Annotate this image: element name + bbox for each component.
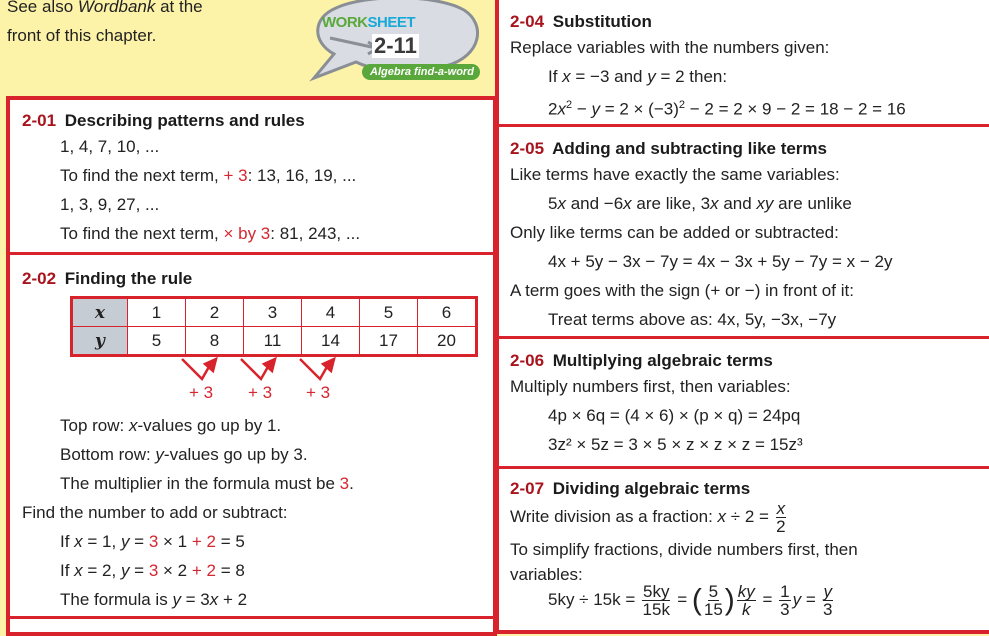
fraction-cancelled xyxy=(737,583,756,618)
denominator: 3 xyxy=(780,600,790,620)
intro-line1-prefix: See also xyxy=(7,0,78,16)
t: 3 xyxy=(148,532,159,551)
worksheet-word2: SHEET xyxy=(367,14,416,31)
table-row-y xyxy=(72,327,477,356)
multiply-example-1: 4p × 6q = (4 × 6) × (p × q) = 24pq xyxy=(548,406,801,425)
table-cell: 3 xyxy=(244,298,302,327)
t: x xyxy=(717,506,727,526)
t: x xyxy=(209,590,219,609)
multiply-example-2: 3z² × 5z = 3 × 5 × z × z × z = 15z³ xyxy=(548,435,803,454)
row-label-y: y xyxy=(72,327,128,356)
table-cell: 14 xyxy=(302,327,360,356)
sequence-2: 1, 3, 9, 27, ... xyxy=(60,195,160,214)
t: xy xyxy=(756,194,774,213)
table-cell: 8 xyxy=(186,327,244,356)
multiplier-value: 3 xyxy=(339,474,350,493)
section-number: 2-05 xyxy=(510,139,545,158)
intro-line1-suffix: at the xyxy=(155,0,203,16)
fraction xyxy=(642,583,670,618)
t: are unlike xyxy=(773,194,852,213)
fraction xyxy=(704,583,723,618)
example-2 xyxy=(22,556,492,585)
rule-2 xyxy=(22,219,360,248)
section-title: Finding the rule xyxy=(64,269,193,288)
section-title: Dividing algebraic terms xyxy=(552,479,751,498)
table-cell: 17 xyxy=(360,327,418,356)
sign-rule: A term goes with the sign (+ or −) in front of it: xyxy=(510,281,854,300)
rule-result: : 81, 243, ... xyxy=(270,224,361,243)
t: If xyxy=(60,532,75,551)
right-column-panel xyxy=(495,0,989,634)
difference-arrows xyxy=(22,357,492,407)
table-cell: 11 xyxy=(244,327,302,356)
text: Top row: xyxy=(60,416,129,435)
t: − xyxy=(572,99,592,119)
section-heading xyxy=(510,478,858,500)
t: Write division as a fraction: xyxy=(510,506,718,526)
t: x xyxy=(623,194,632,213)
section-heading xyxy=(510,350,803,372)
row-label-x: x xyxy=(72,298,128,327)
t: = 2, xyxy=(82,561,121,580)
section-divider xyxy=(499,336,989,339)
difference-label: + 3 xyxy=(306,383,331,402)
t: are like, 3 xyxy=(631,194,711,213)
text: Bottom row: xyxy=(60,445,156,464)
simplify-rule-cont: variables: xyxy=(510,565,583,584)
intro-line2: front of this chapter. xyxy=(7,26,157,45)
division-as-fraction xyxy=(510,500,858,535)
t: = xyxy=(129,532,149,551)
like-terms-example xyxy=(510,189,892,218)
left-column-panel xyxy=(6,96,497,636)
section-heading xyxy=(22,268,492,290)
denominator: 3 xyxy=(823,600,833,620)
t: = −3 and xyxy=(570,67,648,86)
numerator: 5ky xyxy=(643,582,670,602)
find-instruction: Find the number to add or subtract: xyxy=(22,503,288,522)
t: 2 xyxy=(565,99,573,111)
t: 5ky ÷ 15k = xyxy=(548,590,641,609)
numerator: x xyxy=(776,499,786,518)
fraction xyxy=(776,500,787,535)
var: x xyxy=(128,416,138,435)
table-cell: 5 xyxy=(128,327,186,356)
t: y xyxy=(647,67,656,86)
worksheet-subtitle: Algebra find-a-word xyxy=(370,66,474,78)
t: = 2 × (−3) xyxy=(599,99,679,119)
xy-table xyxy=(70,296,478,357)
table-cell: 4 xyxy=(302,298,360,327)
rule-text: To find the next term, xyxy=(60,166,224,185)
t: = xyxy=(757,590,778,609)
t: x xyxy=(562,67,571,86)
t: 3 xyxy=(148,561,159,580)
section-divider xyxy=(10,616,493,619)
substitution-intro: Replace variables with the numbers given: xyxy=(510,38,830,57)
section-title: Describing patterns and rules xyxy=(64,111,305,130)
t: = xyxy=(129,561,149,580)
section-divider xyxy=(499,124,989,127)
t: − 2 = 2 × 9 − 2 = 18 − 2 = 16 xyxy=(685,99,906,119)
section-title: Substitution xyxy=(552,12,652,31)
section-number: 2-02 xyxy=(22,269,57,288)
t: 5 xyxy=(548,194,558,213)
t: = 2 then: xyxy=(655,67,728,86)
text: -values go up by 3. xyxy=(163,445,308,464)
text: -values go up by 1. xyxy=(137,416,282,435)
sign-rule-example: Treat terms above as: 4x, 5y, −3x, −7y xyxy=(548,310,837,329)
t: y xyxy=(792,590,802,609)
t: x xyxy=(74,561,83,580)
bottom-row-note xyxy=(22,440,492,469)
t: x xyxy=(710,194,719,213)
section-2-02 xyxy=(22,268,492,614)
t: y xyxy=(120,561,130,580)
section-divider xyxy=(10,252,493,255)
t: y xyxy=(591,99,600,119)
simplify-rule: To simplify fractions, divide numbers first, then xyxy=(510,540,858,559)
t: x xyxy=(557,99,566,119)
section-number: 2-01 xyxy=(22,111,57,130)
table-cell: 2 xyxy=(186,298,244,327)
worksheet-badge[interactable] xyxy=(306,0,491,90)
rule-operation: × by 3 xyxy=(223,224,271,243)
top-row-note xyxy=(22,411,492,440)
like-terms-definition: Like terms have exactly the same variables: xyxy=(510,165,840,184)
worksheet-number: 2-11 xyxy=(374,33,417,58)
t: y xyxy=(120,532,130,551)
t: x xyxy=(557,194,566,213)
table-cell: 20 xyxy=(418,327,477,356)
t: + 2 xyxy=(218,590,248,609)
t: y xyxy=(172,590,181,609)
fraction xyxy=(823,583,834,618)
t: = xyxy=(672,590,692,609)
intro-text xyxy=(7,0,203,50)
paren: ( xyxy=(691,583,702,617)
denominator: 15 xyxy=(703,600,723,620)
t: If xyxy=(548,67,563,86)
section-title: Multiplying algebraic terms xyxy=(552,351,773,370)
t: x xyxy=(74,532,83,551)
section-2-04 xyxy=(510,11,906,124)
worksheet-word1: WORK xyxy=(322,14,368,31)
paren: ) xyxy=(724,583,735,617)
t: = 1, xyxy=(82,532,121,551)
fraction xyxy=(779,583,790,618)
substitution-calculation xyxy=(510,91,906,124)
t: × 1 xyxy=(158,532,192,551)
table-cell: 1 xyxy=(128,298,186,327)
section-divider xyxy=(499,466,989,469)
section-heading xyxy=(22,110,360,132)
denominator: k xyxy=(742,600,751,620)
section-2-07 xyxy=(510,478,858,620)
section-heading xyxy=(510,11,906,33)
t: = 3 xyxy=(180,590,210,609)
rule-1 xyxy=(22,161,360,190)
t: ÷ 2 = xyxy=(726,506,774,526)
denominator: 15k xyxy=(642,600,670,620)
sequence-1: 1, 4, 7, 10, ... xyxy=(60,137,160,156)
t: + 2 xyxy=(191,561,216,580)
t: × 2 xyxy=(158,561,192,580)
section-heading xyxy=(510,138,892,160)
rule-result: : 13, 16, 19, ... xyxy=(247,166,357,185)
t: 2 xyxy=(678,99,686,111)
numerator: 1 xyxy=(780,582,790,602)
table-cell: 5 xyxy=(360,298,418,327)
section-2-06 xyxy=(510,350,803,459)
substitution-condition xyxy=(510,62,906,91)
table-row-x xyxy=(72,298,477,327)
numerator: y xyxy=(823,582,832,602)
section-number: 2-04 xyxy=(510,12,545,31)
difference-label: + 3 xyxy=(189,383,214,402)
multiplier-note xyxy=(22,469,492,498)
var: y xyxy=(155,445,164,464)
t: The formula is xyxy=(60,590,173,609)
table-cell: 6 xyxy=(418,298,477,327)
division-example xyxy=(510,580,858,620)
t: = 5 xyxy=(215,532,245,551)
denominator: 2 xyxy=(776,517,786,536)
formula xyxy=(22,585,492,614)
section-2-05 xyxy=(510,138,892,334)
wordbank-reference: Wordbank xyxy=(77,0,156,16)
t: = xyxy=(801,590,821,609)
t: 2 xyxy=(548,99,558,119)
example-1 xyxy=(22,527,492,556)
t: and −6 xyxy=(565,194,624,213)
difference-label: + 3 xyxy=(248,383,273,402)
numerator: 5 xyxy=(708,582,719,602)
rule-operation: + 3 xyxy=(223,166,248,185)
section-title: Adding and subtracting like terms xyxy=(552,139,827,158)
text: The multiplier in the formula must be xyxy=(60,474,340,493)
section-number: 2-06 xyxy=(510,351,545,370)
rule-text: To find the next term, xyxy=(60,224,224,243)
text: . xyxy=(349,474,354,493)
worksheet-label xyxy=(322,14,415,31)
numerator: ky xyxy=(737,582,755,602)
like-terms-calculation: 4x + 5y − 3x − 7y = 4x − 3x + 5y − 7y = x − 2y xyxy=(548,252,893,271)
t: = 8 xyxy=(215,561,245,580)
section-2-01 xyxy=(22,110,360,248)
like-terms-rule: Only like terms can be added or subtracted: xyxy=(510,223,839,242)
t: and xyxy=(718,194,757,213)
t: If xyxy=(60,561,75,580)
t: + 2 xyxy=(191,532,216,551)
section-number: 2-07 xyxy=(510,479,545,498)
multiply-rule: Multiply numbers first, then variables: xyxy=(510,377,791,396)
